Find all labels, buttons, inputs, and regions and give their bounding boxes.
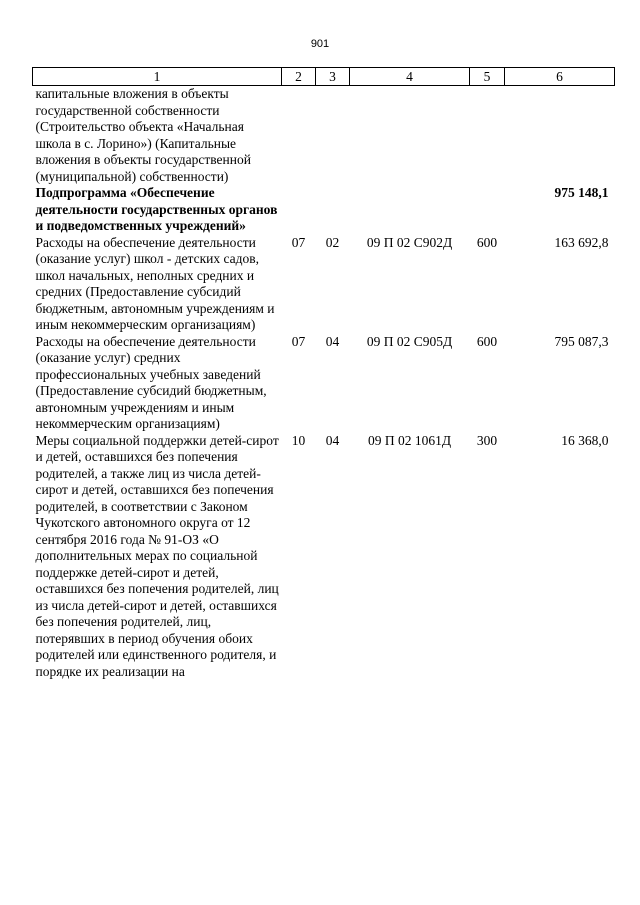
row-target-code: 09 П 02 С905Д xyxy=(366,333,453,349)
row-section xyxy=(282,185,316,235)
row-subsection: 02 xyxy=(325,234,340,250)
row-expense-type: 600 xyxy=(476,234,498,250)
row-amount xyxy=(505,86,615,186)
table-header-row xyxy=(33,68,615,86)
row-target-code: 09 П 02 1061Д xyxy=(367,432,452,448)
column-header-5: 5 xyxy=(470,68,505,86)
row-amount: 795 087,3 xyxy=(554,333,609,349)
row-name: Меры социальной поддержки детей-сирот и детей, оставшихся без попечения родителей, а также лиц из числа детей-сирот и детей, оставшихся без попечения родителей, в соответствии с Законом Чукотского автономного округа от 12 сентября 2016 года № 91-ОЗ «О дополнительных мерах по социальной поддержке детей-сирот и детей, оставшихся без попечения родителей, лиц из числа детей-сирот и детей, оставшихся без попечения родителей, лиц, потерявших в период обучения обоих родителей или единственного родителя, и порядке их реализации на xyxy=(35,432,279,679)
row-section: 07 xyxy=(291,234,306,250)
table-row xyxy=(33,86,615,186)
page-number: 901 xyxy=(310,38,330,50)
row-name: Подпрограмма «Обеспечение деятельности государственных органов и подведомственных учреждений» xyxy=(35,185,278,233)
row-name: капитальные вложения в объекты государственной собственности (Строительство объекта «Начальная школа в с. Лорино») (Капитальные вложения в объекты государственной (муниципальной) собственности) xyxy=(35,86,251,184)
column-header-4: 4 xyxy=(350,68,470,86)
row-expense-type: 300 xyxy=(476,432,498,448)
row-name: Расходы на обеспечение деятельности (оказание услуг) средних профессиональных учебных заведений (Предоставление субсидий бюджетным, автономным учреждениям и иным некоммерческим организациям) xyxy=(35,333,267,431)
row-subsection xyxy=(316,185,350,235)
table-row xyxy=(33,235,615,334)
table-row xyxy=(33,185,615,235)
row-target-code xyxy=(350,86,470,186)
row-amount: 16 368,0 xyxy=(561,432,609,448)
column-header-6: 6 xyxy=(505,68,615,86)
row-section xyxy=(282,86,316,186)
row-amount: 163 692,8 xyxy=(554,234,609,250)
row-target-code xyxy=(350,185,470,235)
row-section: 10 xyxy=(291,432,306,448)
row-expense-type xyxy=(470,185,505,235)
row-name: Расходы на обеспечение деятельности (оказание услуг) школ - детских садов, школ начальных, неполных средних и средних (Предоставление субсидий бюджетным, автономным учреждениям и иным некоммерческим организациям) xyxy=(35,234,275,332)
row-subsection: 04 xyxy=(325,432,340,448)
row-target-code: 09 П 02 С902Д xyxy=(366,234,453,250)
row-amount: 975 148,1 xyxy=(554,185,609,200)
row-expense-type xyxy=(470,86,505,186)
column-header-1: 1 xyxy=(33,68,282,86)
row-subsection xyxy=(316,86,350,186)
budget-table xyxy=(32,67,615,680)
column-header-3: 3 xyxy=(316,68,350,86)
table-row xyxy=(33,334,615,433)
table-row xyxy=(33,433,615,681)
row-section: 07 xyxy=(291,333,306,349)
column-header-2: 2 xyxy=(282,68,316,86)
row-expense-type: 600 xyxy=(476,333,498,349)
row-subsection: 04 xyxy=(325,333,340,349)
